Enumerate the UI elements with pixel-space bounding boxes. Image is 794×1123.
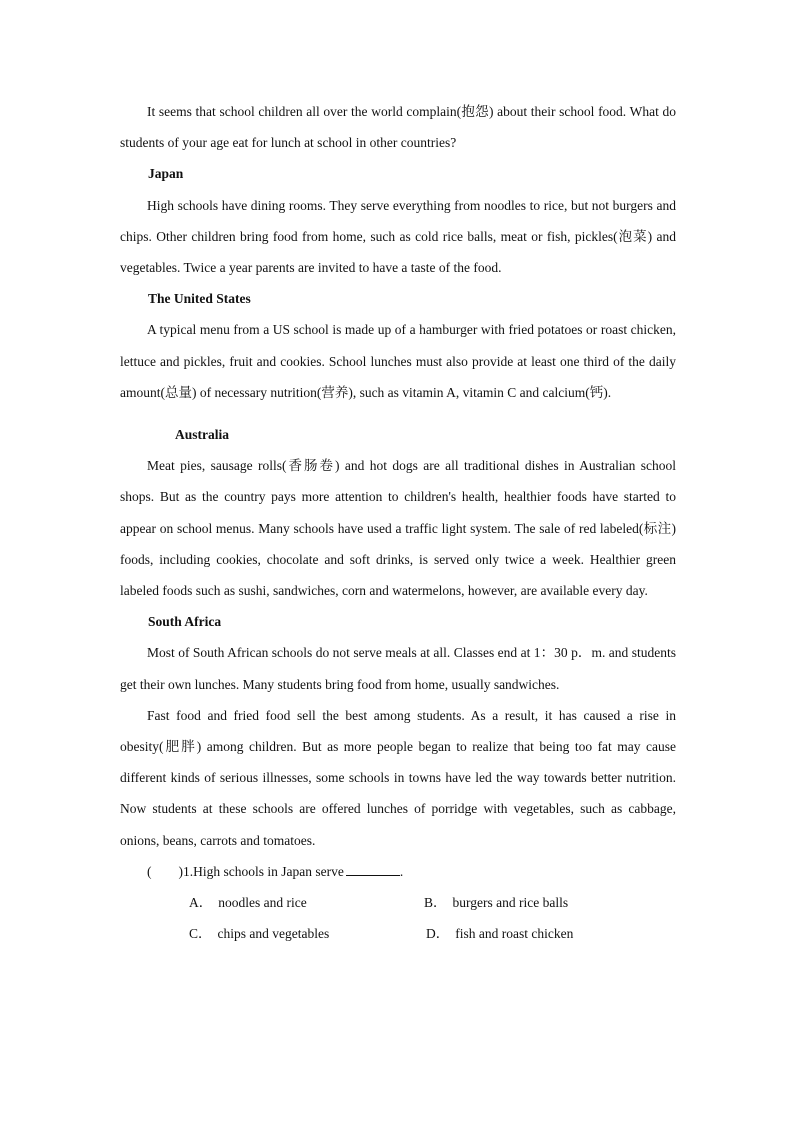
heading-south-africa: South Africa	[148, 614, 222, 630]
option-d-text: fish and roast chicken	[455, 926, 574, 942]
question-1-stem: ( )1.High schools in Japan serve	[147, 863, 344, 879]
option-c-letter: C．	[189, 926, 212, 942]
option-b-text: burgers and rice balls	[452, 895, 569, 911]
answer-blank[interactable]	[346, 863, 400, 876]
option-b[interactable]	[424, 887, 568, 918]
us-paragraph: A typical menu from a US school is made up of a hamburger with fried potatoes or roast chicken, lettuce and pickles, fruit and cookies. School lunches must also provide at least one third of the daily amount(总量) of necessary nutrition(营养), such as vitamin A, vitamin C and calcium(钙).	[120, 322, 676, 400]
option-c[interactable]	[189, 918, 329, 949]
japan-paragraph: High schools have dining rooms. They serve everything from noodles to rice, but not burgers and chips. Other children bring food from home, such as cold rice balls, meat or fish, pickles(泡菜) and vegetables. Twice a year parents are invited to have a taste of the food.	[120, 197, 676, 276]
australia-paragraph: Meat pies, sausage rolls(香肠卷) and hot dogs are all traditional dishes in Australian school shops. But as the country pays more attention to children's health, healthier foods have started to appear on school menus. Many schools have used a traffic light system. The sale of red labeled(标注) foods, including cookies, chocolate and soft drinks, is served only twice a week. Healthier green labeled foods such as sushi, sandwiches, corn and watermelons, however, are available every day.	[120, 458, 676, 599]
option-a-letter: A．	[189, 895, 213, 911]
document-page	[120, 96, 676, 949]
question-1	[120, 856, 676, 887]
question-1-options	[120, 887, 676, 949]
south-africa-paragraph-1: Most of South African schools do not serve meals at all. Classes end at 1：30 p．m. and students get their own lunches. Many students bring food from home, usually sandwiches.	[120, 645, 676, 692]
option-d-letter: D．	[426, 926, 450, 942]
intro-paragraph: It seems that school children all over the world complain(抱怨) about their school food. What do students of your age eat for lunch at school in other countries?	[120, 104, 676, 151]
heading-united-states: The United States	[148, 291, 251, 307]
option-c-text: chips and vegetables	[217, 926, 330, 942]
option-d[interactable]	[426, 918, 573, 949]
heading-japan: Japan	[148, 166, 184, 182]
south-africa-paragraph-2: Fast food and fried food sell the best among students. As a result, it has caused a rise in obesity(肥胖) among children. But as more people began to realize that being too fat may cause different kinds of serious illnesses, some schools in towns have led the way towards better nutrition. Now students at these schools are offered lunches of porridge with vegetables, such as cabbage, onions, beans, carrots and tomatoes.	[120, 707, 676, 848]
heading-australia: Australia	[175, 427, 229, 443]
option-a[interactable]	[189, 887, 307, 918]
question-1-end: .	[399, 863, 404, 879]
option-a-text: noodles and rice	[218, 895, 307, 911]
option-b-letter: B．	[424, 895, 447, 911]
